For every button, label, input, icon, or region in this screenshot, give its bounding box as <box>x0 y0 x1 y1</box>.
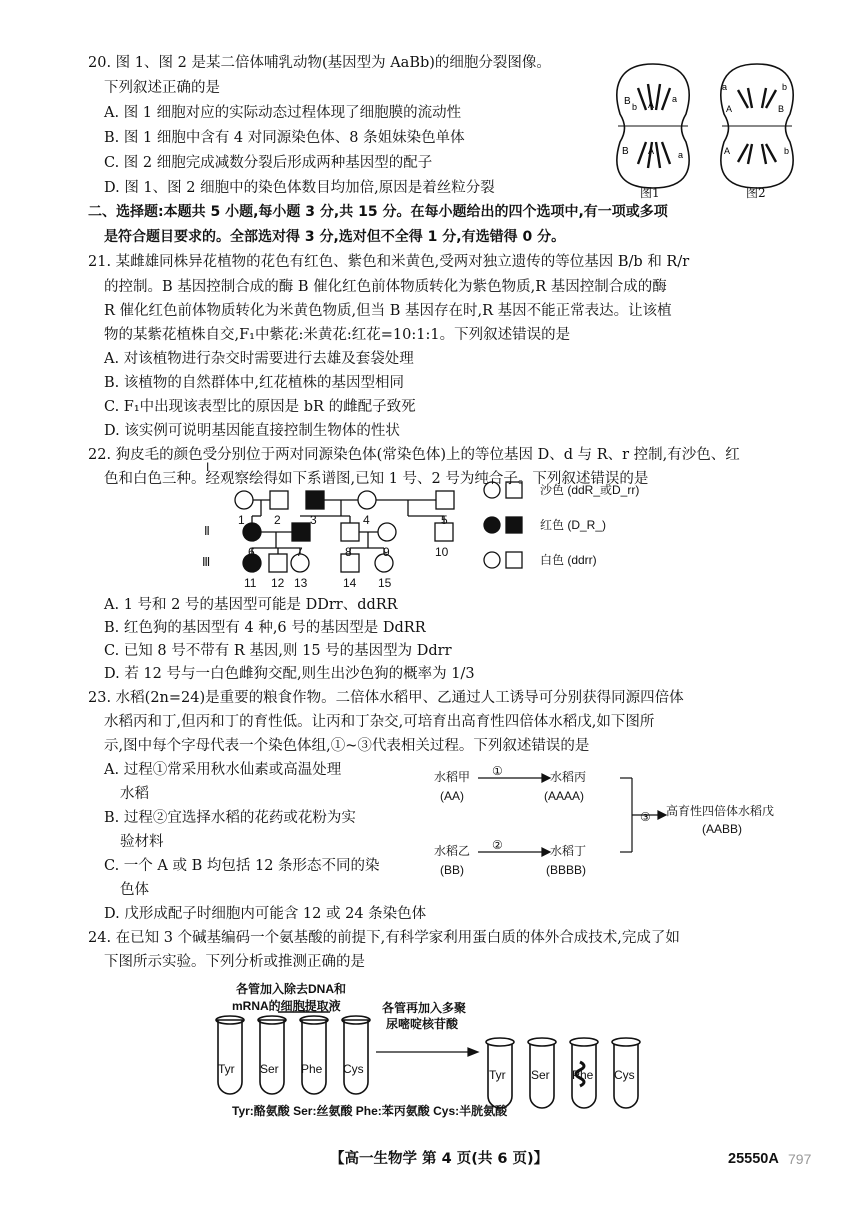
rice-bing: 水稻丙 <box>550 770 587 784</box>
svg-text:A: A <box>724 146 731 156</box>
q20-option-c: C. 图 2 细胞完成减数分裂后形成两种基因型的配子 <box>104 155 433 171</box>
q21-option-b: B. 该植物的自然群体中,红花植株的基因型相同 <box>104 375 404 391</box>
generation-label-1: I <box>206 460 210 474</box>
svg-text:B: B <box>624 96 631 107</box>
q23-option-b-1: B. 过程②宜选择水稻的花药或花粉为实 <box>104 810 356 826</box>
tube-left-tyr: Tyr <box>218 1062 235 1076</box>
svg-text:a: a <box>678 150 684 160</box>
pedigree-num-9: 9 <box>383 545 390 559</box>
page-footer-code: 25550A <box>728 1151 779 1167</box>
tube-left-phe: Phe <box>301 1062 323 1076</box>
legend-sandy: 沙色 (ddR_或D_rr) <box>540 483 640 497</box>
tube-right-cys: Cys <box>614 1068 635 1082</box>
pedigree-num-8: 8 <box>345 545 352 559</box>
pedigree-num-10: 10 <box>435 545 449 559</box>
pedigree-member-4 <box>358 491 376 509</box>
pedigree-member-6 <box>243 523 261 541</box>
q21-option-c: C. F₁中出现该表型比的原因是 bR 的雌配子致死 <box>104 399 416 415</box>
tube-right-phe: Phe <box>572 1068 594 1082</box>
tube-left-cys: Cys <box>343 1062 364 1076</box>
generation-label-3: Ⅲ <box>202 555 211 569</box>
pedigree-num-12: 12 <box>271 576 285 590</box>
q20-option-b: B. 图 1 细胞中含有 4 对同源染色体、8 条姐妹染色单体 <box>104 130 465 146</box>
q23-line-2: 水稻丙和丁,但丙和丁的育性低。让丙和丁杂交,可培育出高育性四倍体水稻戊,如下图所 <box>104 714 655 730</box>
q22-option-d: D. 若 12 号与一白色雌狗交配,则生出沙色狗的概率为 1/3 <box>104 666 475 682</box>
svg-text:A: A <box>726 104 733 114</box>
rice-wu: 高育性四倍体水稻戊 <box>666 804 775 818</box>
svg-text:b: b <box>632 102 638 112</box>
svg-text:B: B <box>778 104 785 114</box>
process-1: ① <box>492 764 503 778</box>
q24-line-1: 24. 在已知 3 个碱基编码一个氨基酸的前提下,有科学家利用蛋白质的体外合成技术,完成了如 <box>88 930 680 946</box>
pedigree-num-5: 5 <box>441 513 448 527</box>
rice-bing-genome: (AAAA) <box>544 789 585 803</box>
q22-line-2: 色和白色三种。经观察绘得如下系谱图,已知 1 号、2 号为纯合子。下列叙述错误的是 <box>104 471 649 487</box>
cell-figure-1 <box>608 58 698 198</box>
pedigree-member-12 <box>269 554 287 572</box>
q21-line-1: 21. 某雌雄同株异花植物的花色有红色、紫色和米黄色,受两对独立遗传的等位基因 B/b 和 R/r <box>88 254 690 270</box>
pedigree-member-7 <box>292 523 310 541</box>
rice-wu-genome: (AABB) <box>702 822 743 836</box>
svg-text:a: a <box>722 82 728 92</box>
q23-option-b-2: 验材料 <box>120 834 164 850</box>
page-footer-stamp: 797 <box>788 1151 812 1167</box>
pedigree-num-4: 4 <box>363 513 370 527</box>
q23-option-a-2: 水稻 <box>120 786 149 802</box>
cell-figure-2 <box>712 58 802 198</box>
generation-label-2: Ⅱ <box>204 524 210 538</box>
pedigree-member-9 <box>378 523 396 541</box>
legend-white: 白色 (ddrr) <box>540 553 597 567</box>
svg-text:A: A <box>648 146 655 156</box>
pedigree-num-11: 11 <box>244 576 257 590</box>
pedigree-num-1: 1 <box>238 513 245 527</box>
rice-ding-genome: (BBBB) <box>546 863 587 877</box>
figure-1-label: 图1 <box>640 186 660 200</box>
legend-red: 红色 (D_R_) <box>540 518 607 532</box>
tube-note-2: mRNA的细胞提取液 <box>232 999 341 1013</box>
q23-option-c-1: C. 一个 A 或 B 均包括 12 条形态不同的染 <box>104 858 380 874</box>
q21-line-2: 的控制。B 基因控制合成的酶 B 催化红色前体物质转化为紫色物质,R 基因控制合成的酶 <box>104 279 667 295</box>
tube-left-ser: Ser <box>260 1062 279 1076</box>
amino-acid-legend: Tyr:酪氨酸 Ser:丝氨酸 Phe:苯丙氨酸 Cys:半胱氨酸 <box>232 1104 508 1118</box>
svg-text:A: A <box>648 100 655 110</box>
rice-ding: 水稻丁 <box>550 844 587 858</box>
pedigree-num-15: 15 <box>378 576 392 590</box>
pedigree-member-2 <box>270 491 288 509</box>
tube-right-ser: Ser <box>531 1068 550 1082</box>
q21-line-4: 物的某紫花植株自交,F₁中紫花:米黄花:红花=10:1:1。下列叙述错误的是 <box>104 327 571 343</box>
rice-jia-genome: (AA) <box>440 789 464 803</box>
rice-yi: 水稻乙 <box>434 844 471 858</box>
tube-right-tyr: Tyr <box>489 1068 506 1082</box>
q23-line-1: 23. 水稻(2n=24)是重要的粮食作物。二倍体水稻甲、乙通过人工诱导可分别获得同源四倍体 <box>88 690 684 706</box>
figure-2-label: 图2 <box>746 186 766 200</box>
q22-line-1: 22. 狗皮毛的颜色受分别位于两对同源染色体(常染色体)上的等位基因 D、d 与 R、r 控制,有沙色、红 <box>88 447 740 463</box>
q22-option-c: C. 已知 8 号不带有 R 基因,则 15 号的基因型为 Ddrr <box>104 643 452 659</box>
rice-jia: 水稻甲 <box>434 770 471 784</box>
q23-line-3: 示,图中每个字母代表一个染色体组,①~③代表相关过程。下列叙述错误的是 <box>104 738 590 754</box>
pedigree-member-5 <box>436 491 454 509</box>
rice-yi-genome: (BB) <box>440 863 464 877</box>
process-3: ③ <box>640 810 651 824</box>
pedigree-member-3 <box>306 491 324 509</box>
svg-text:B: B <box>622 146 629 157</box>
q20-option-a: A. 图 1 细胞对应的实际动态过程体现了细胞膜的流动性 <box>104 105 462 121</box>
process-2: ② <box>492 838 503 852</box>
svg-text:a: a <box>672 94 678 104</box>
pedigree-member-1 <box>235 491 253 509</box>
section-2-line-2: 是符合题目要求的。全部选对得 3 分,选对但不全得 1 分,有选错得 0 分。 <box>104 229 566 245</box>
pedigree-num-7: 7 <box>296 545 303 559</box>
q21-option-d: D. 该实例可说明基因能直接控制生物体的性状 <box>104 423 400 439</box>
pedigree-member-8 <box>341 523 359 541</box>
q21-option-a: A. 对该植物进行杂交时需要进行去雄及套袋处理 <box>104 351 414 367</box>
q22-option-b: B. 红色狗的基因型有 4 种,6 号的基因型是 DdRR <box>104 620 426 636</box>
q20-stem-2: 下列叙述正确的是 <box>104 80 220 96</box>
pedigree-num-13: 13 <box>294 576 308 590</box>
q23-option-a-1: A. 过程①常采用秋水仙素或高温处理 <box>104 762 342 778</box>
svg-text:b: b <box>782 82 788 92</box>
page-footer-label: 【高一生物学 第 4 页(共 6 页)】 <box>330 1151 549 1167</box>
test-tube-diagram <box>210 1012 650 1102</box>
pedigree-num-2: 2 <box>274 513 281 527</box>
q22-option-a: A. 1 号和 2 号的基因型可能是 DDrr、ddRR <box>104 597 398 613</box>
q23-option-c-2: 色体 <box>120 882 149 898</box>
pedigree-num-3: 3 <box>310 513 317 527</box>
q20-option-d: D. 图 1、图 2 细胞中的染色体数目均加倍,原因是着丝粒分裂 <box>104 180 495 196</box>
q20-stem-1: 20. 图 1、图 2 是某二倍体哺乳动物(基因型为 AaBb)的细胞分裂图像。 <box>88 55 551 71</box>
tube-note-1: 各管加入除去DNA和 <box>236 982 346 996</box>
q24-line-2: 下图所示实验。下列分析或推测正确的是 <box>104 954 365 970</box>
pedigree-num-6: 6 <box>248 545 255 559</box>
arrow-note-2: 尿嘧啶核苷酸 <box>386 1017 459 1031</box>
arrow-note-1: 各管再加入多聚 <box>382 1001 467 1015</box>
q21-line-3: R 催化红色前体物质转化为米黄色物质,但当 B 基因存在时,R 基因不能正常表达。让该植 <box>104 303 672 319</box>
rice-breeding-diagram <box>420 760 840 880</box>
pedigree-num-14: 14 <box>343 576 357 590</box>
section-2-line-1: 二、选择题:本题共 5 小题,每小题 3 分,共 15 分。在每小题给出的四个选项中,有一项或多项 <box>88 204 668 220</box>
svg-text:b: b <box>784 146 790 156</box>
q23-option-d: D. 戊形成配子时细胞内可能含 12 或 24 条染色体 <box>104 906 427 922</box>
